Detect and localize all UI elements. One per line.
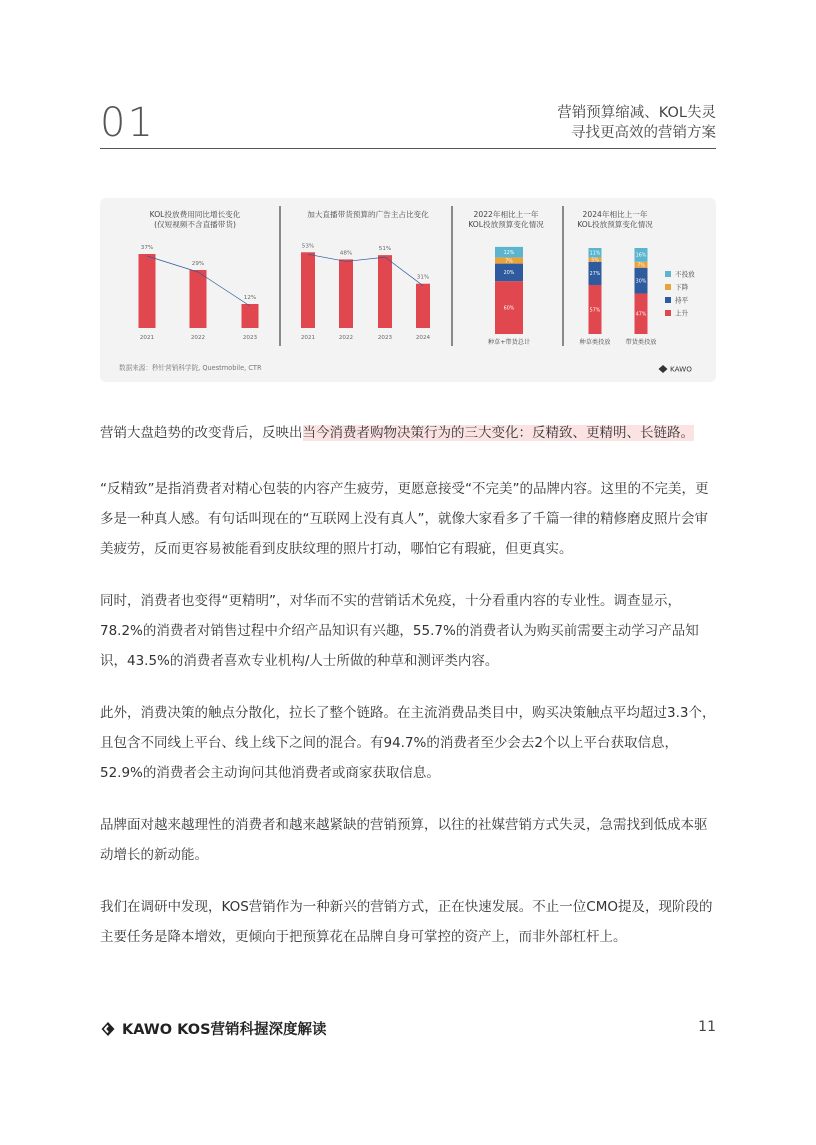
chart2-title: 加大直播带货预算的广告主占比变化 <box>307 210 429 219</box>
paragraph-3: 同时，消费者也变得“更精明”，对华而不实的营销话术免疫，十分看重内容的专业性。调查显示，78.2%的消费者对销售过程中介绍产品知识有兴趣，55.7%的消费者认为购买前需要主动学习产品知识，43.5%的消费者喜欢专业机构/人士所做的种草和测评类内容。 <box>100 593 699 669</box>
kawo-logo-icon <box>100 1021 116 1037</box>
header-title-line1: 营销预算缩减、KOL失灵 <box>557 105 716 121</box>
legend-label: 下降 <box>675 283 689 292</box>
chart2-bar <box>378 255 392 328</box>
chart1-x-tick: 2023 <box>242 335 258 341</box>
legend-swatch <box>665 271 671 277</box>
chart2-x-tick: 2024 <box>415 335 431 341</box>
chart4-x-tick: 带货类投放 <box>625 339 657 346</box>
chart1-bar <box>242 304 259 328</box>
chart-source: 数据来源：秒针营销科学院, Questmobile, CTR <box>119 364 262 372</box>
chart4-segment-label: 27% <box>589 272 601 278</box>
kawo-small-logo-icon <box>659 365 668 373</box>
paragraph-1-highlight: 当今消费者购物决策行为的三大变化：反精致、更精明、长链路。 <box>302 425 694 441</box>
chart2-data-label: 53% <box>301 243 315 250</box>
header-title <box>557 103 716 143</box>
paragraph-1-plain: 营销大盘趋势的改变背后，反映出 <box>100 425 303 441</box>
chart3-segment-label: 12% <box>503 250 515 256</box>
chart-brand: KAWO <box>670 364 692 374</box>
chart3-segment-label: 7% <box>505 259 513 265</box>
chart-figure <box>100 198 716 382</box>
legend-swatch <box>665 297 671 303</box>
chart2-data-label: 48% <box>339 250 353 257</box>
chart1-bar <box>190 270 207 328</box>
chart1-data-label: 12% <box>243 295 257 301</box>
chart1-title-line1: KOL投放费用同比增长变化 <box>149 210 241 219</box>
chart1-title-line2: (仅短视频不含直播带货) <box>154 220 236 229</box>
header-divider <box>100 148 716 149</box>
legend-swatch <box>665 284 671 290</box>
paragraph-6: 我们在调研中发现，KOS营销作为一种新兴的营销方式，正在快速发展。不止一位CMO提及，现阶段的主要任务是降本增效，更倾向于把预算花在品牌自身可掌控的资产上，而非外部杠杆上。 <box>100 899 713 945</box>
page-number: 11 <box>698 1019 716 1035</box>
legend-label: 持平 <box>675 296 689 305</box>
chart4-segment-label: 7% <box>637 263 645 269</box>
legend-label: 不投放 <box>675 270 695 279</box>
chart1-bar <box>139 254 156 328</box>
chart2-data-label: 51% <box>378 246 392 253</box>
paragraph-4: 此外，消费决策的触点分散化，拉长了整个链路。在主流消费品类目中，购买决策触点平均超过3.3个，且包含不同线上平台、线上线下之间的混合。有94.7%的消费者至少会去2个以上平台获取信息，52.9%的消费者会主动询问其他消费者或商家获取信息。 <box>100 705 716 781</box>
footer-brand-text: KAWO KOS营销科握深度解读 <box>122 1022 327 1038</box>
chart2-x-tick: 2022 <box>338 335 354 341</box>
chart2-x-tick: 2023 <box>377 335 393 341</box>
chart4-x-tick: 种草类投放 <box>579 339 611 346</box>
footer-brand <box>100 1018 327 1039</box>
chart2-data-label: 31% <box>416 274 430 281</box>
chart-panel <box>100 198 716 382</box>
chart2-bar <box>416 284 430 328</box>
chart4-segment-label: 57% <box>589 308 601 314</box>
paragraph-5: 品牌面对越来越理性的消费者和越来越紧缺的营销预算，以往的社媒营销方式失灵，急需找到低成本驱动增长的新动能。 <box>100 817 708 863</box>
chart1-data-label: 37% <box>140 245 154 251</box>
chart3-segment-label: 60% <box>503 306 515 312</box>
chart3-title-line2: KOL投放预算变化情况 <box>468 220 544 229</box>
chart1-x-tick: 2021 <box>139 335 155 341</box>
chart4-segment-label: 5% <box>591 258 599 264</box>
chart1-x-tick: 2022 <box>190 335 206 341</box>
chart4-title-line2: KOL投放预算变化情况 <box>577 220 653 229</box>
chart4-segment-label: 11% <box>589 251 601 257</box>
chart3-title-line1: 2022年相比上一年 <box>473 210 539 219</box>
chart4-segment-label: 47% <box>635 312 647 318</box>
chart3-x-tick: 种草+带货总计 <box>487 339 531 346</box>
chart1-data-label: 29% <box>191 261 205 267</box>
chart4-segment-label: 16% <box>635 253 647 259</box>
legend-label: 上升 <box>675 309 689 318</box>
chart4-segment-label: 30% <box>635 279 647 285</box>
paragraph-2: “反精致”是指消费者对精心包装的内容产生疲劳，更愿意接受“不完美”的品牌内容。这里的不完美，更多是一种真人感。有句话叫现在的“互联网上没有真人”，就像大家看多了千篇一律的精修磨皮照片会审美疲劳，反而更容易被能看到皮肤纹理的照片打动，哪怕它有瑕疵，但更真实。 <box>100 481 709 557</box>
chart2-x-tick: 2021 <box>300 335 316 341</box>
paragraph-1 <box>100 418 716 448</box>
chart2-bar <box>301 252 315 328</box>
section-number: 01 <box>100 100 155 146</box>
chart3-segment-label: 20% <box>503 271 515 277</box>
chart2-bar <box>339 259 353 328</box>
header-title-line2: 寻找更高效的营销方案 <box>571 125 716 141</box>
chart4-title-line1: 2024年相比上一年 <box>582 210 648 219</box>
legend-swatch <box>665 310 671 316</box>
